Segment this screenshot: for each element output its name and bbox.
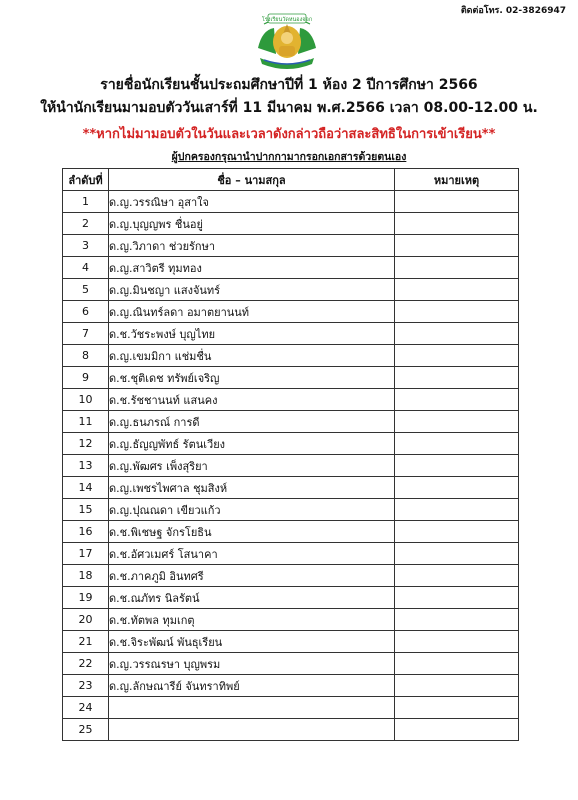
row-remarks: [395, 675, 519, 697]
student-name: ด.ญ.วรรณรษา บุญพรม: [109, 653, 395, 675]
student-name: ด.ญ.เขมมิกา แช่มชื่น: [109, 345, 395, 367]
row-number: 14: [63, 477, 109, 499]
table-row: [63, 719, 519, 741]
title-line-2: ให้นำนักเรียนมามอบตัววันเสาร์ที่ 11 มีนาคม พ.ศ.2566 เวลา 08.00-12.00 น.: [40, 100, 538, 116]
table-row: [63, 235, 519, 257]
row-remarks: [395, 521, 519, 543]
row-remarks: [395, 653, 519, 675]
school-logo: [252, 10, 322, 72]
student-name: ด.ญ.ธัญญพัทธ์ รัตนเวียง: [109, 433, 395, 455]
table-row: [63, 477, 519, 499]
row-number: 19: [63, 587, 109, 609]
table-row: [63, 323, 519, 345]
student-name: [109, 719, 395, 741]
warning-text: **หากไม่มามอบตัวในวันและเวลาดังกล่าวถือว่าสละสิทธิในการเข้าเรียน**: [82, 127, 496, 142]
table-body: [63, 191, 519, 741]
table-row: [63, 653, 519, 675]
row-remarks: [395, 389, 519, 411]
table-row: [63, 543, 519, 565]
table-row: [63, 279, 519, 301]
row-remarks: [395, 301, 519, 323]
row-remarks: [395, 213, 519, 235]
table-row: [63, 565, 519, 587]
row-number: 25: [63, 719, 109, 741]
row-number: 4: [63, 257, 109, 279]
row-remarks: [395, 719, 519, 741]
row-remarks: [395, 367, 519, 389]
row-number: 2: [63, 213, 109, 235]
title-line-1: รายชื่อนักเรียนชั้นประถมศึกษาปีที่ 1 ห้อง 2 ปีการศึกษา 2566: [100, 77, 478, 93]
table-row: [63, 609, 519, 631]
row-number: 20: [63, 609, 109, 631]
row-number: 6: [63, 301, 109, 323]
student-name: ด.ช.ชุติเดช ทรัพย์เจริญ: [109, 367, 395, 389]
student-name: ด.ช.รัชชานนท์ แสนคง: [109, 389, 395, 411]
student-name: ด.ช.อัศวเมศร์ โสนาคา: [109, 543, 395, 565]
row-remarks: [395, 191, 519, 213]
student-name: ด.ญ.วรรณิษา อุสาใจ: [109, 191, 395, 213]
student-name: ด.ญ.บุญญพร ชื่นอยู่: [109, 213, 395, 235]
table-row: [63, 367, 519, 389]
guardian-note: ผู้ปกครองกรุณานำปากกามากรอกเอกสารด้วยตนเอง: [171, 151, 407, 163]
row-number: 7: [63, 323, 109, 345]
row-remarks: [395, 499, 519, 521]
row-remarks: [395, 411, 519, 433]
table-row: [63, 345, 519, 367]
row-number: 24: [63, 697, 109, 719]
student-name: ด.ญ.ธนภรณ์ การดี: [109, 411, 395, 433]
row-remarks: [395, 631, 519, 653]
student-name: ด.ช.ณภัทร นิลรัตน์: [109, 587, 395, 609]
row-remarks: [395, 543, 519, 565]
row-remarks: [395, 433, 519, 455]
row-remarks: [395, 697, 519, 719]
row-number: 9: [63, 367, 109, 389]
table-row: [63, 631, 519, 653]
table-row: [63, 587, 519, 609]
row-number: 8: [63, 345, 109, 367]
table-row: [63, 697, 519, 719]
student-name: ด.ญ.เพชรไพศาล ชุมสิงห์: [109, 477, 395, 499]
header-number: ลำดับที่: [63, 169, 109, 191]
row-number: 22: [63, 653, 109, 675]
table-row: [63, 433, 519, 455]
student-name: [109, 697, 395, 719]
student-name: ด.ญ.ณินทร์ลดา อมาตยานนท์: [109, 301, 395, 323]
row-number: 21: [63, 631, 109, 653]
row-number: 11: [63, 411, 109, 433]
student-name: ด.ญ.พัฒศร เพ็งสุริยา: [109, 455, 395, 477]
table-row: [63, 213, 519, 235]
table-row: [63, 389, 519, 411]
student-name: ด.ญ.วิภาดา ช่วยรักษา: [109, 235, 395, 257]
row-number: 18: [63, 565, 109, 587]
student-name: ด.ช.จิระพัฒน์ พันธุเรียน: [109, 631, 395, 653]
student-name: ด.ญ.มินชญา แสงจันทร์: [109, 279, 395, 301]
student-name: ด.ช.พิเชษฐ จักรโยธิน: [109, 521, 395, 543]
student-name: ด.ช.ภาคภูมิ อินทศรี: [109, 565, 395, 587]
table-row: [63, 521, 519, 543]
row-remarks: [395, 257, 519, 279]
row-number: 16: [63, 521, 109, 543]
row-remarks: [395, 323, 519, 345]
table-row: [63, 191, 519, 213]
header-name: ชื่อ – นามสกุล: [109, 169, 395, 191]
student-roster-table: [62, 168, 519, 741]
row-number: 10: [63, 389, 109, 411]
row-remarks: [395, 565, 519, 587]
table-row: [63, 455, 519, 477]
row-remarks: [395, 609, 519, 631]
row-remarks: [395, 345, 519, 367]
row-remarks: [395, 455, 519, 477]
row-number: 12: [63, 433, 109, 455]
contact-phone: ติดต่อโทร. 02-3826947: [460, 6, 566, 16]
logo-text: โรงเรียนวัดหนองจอก: [261, 17, 313, 23]
row-number: 15: [63, 499, 109, 521]
row-remarks: [395, 477, 519, 499]
student-name: ด.ช.วัชระพงษ์ บุญไทย: [109, 323, 395, 345]
row-number: 13: [63, 455, 109, 477]
row-number: 3: [63, 235, 109, 257]
table-row: [63, 411, 519, 433]
row-number: 23: [63, 675, 109, 697]
table-row: [63, 257, 519, 279]
student-name: ด.ช.ทัตพล ทุมเกตุ: [109, 609, 395, 631]
row-number: 17: [63, 543, 109, 565]
row-remarks: [395, 587, 519, 609]
row-remarks: [395, 279, 519, 301]
row-number: 1: [63, 191, 109, 213]
row-number: 5: [63, 279, 109, 301]
row-remarks: [395, 235, 519, 257]
header-remarks: หมายเหตุ: [395, 169, 519, 191]
table-row: [63, 675, 519, 697]
student-name: ด.ญ.สาวิตรี ทุมทอง: [109, 257, 395, 279]
student-name: ด.ญ.ปุณณดา เขียวแก้ว: [109, 499, 395, 521]
student-name: ด.ญ.ลักษณารีย์ จันทราทิพย์: [109, 675, 395, 697]
table-row: [63, 301, 519, 323]
table-header-row: [63, 169, 519, 191]
table-row: [63, 499, 519, 521]
